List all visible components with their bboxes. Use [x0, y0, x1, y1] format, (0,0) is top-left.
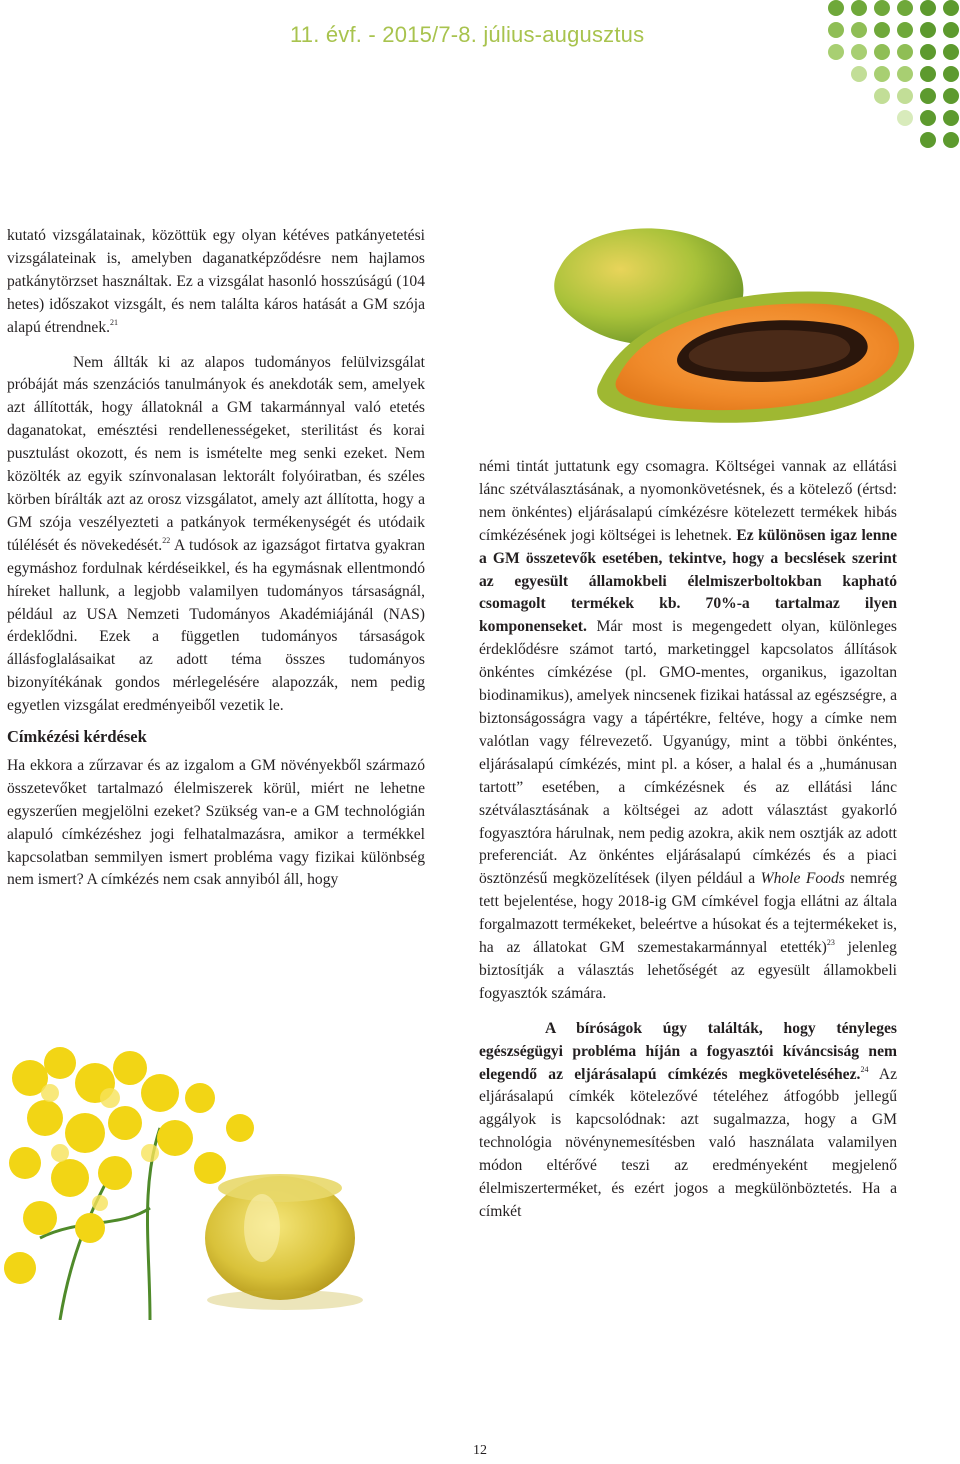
decorative-dot: [920, 132, 936, 148]
page-number: 12: [473, 1443, 487, 1458]
decorative-dot: [897, 22, 913, 38]
decorative-dot: [874, 0, 890, 16]
left-column: [7, 225, 425, 892]
rapeseed-oil-image: [0, 1038, 425, 1320]
right-column: [479, 456, 897, 1224]
decorative-dot: [920, 88, 936, 104]
whole-foods-name: Whole Foods: [760, 870, 845, 888]
decorative-dot: [943, 0, 959, 16]
paragraph-left-2: Nem állták ki az alapos tudományos felülvizsgálat próbáját más szenzációs tanulmányok és anekdoták sem, amelyek azt állították, hogy állatoknál a GM takarmánnyal való etetés daganatokat, emésztési rendellenességeket, sterilitást és korai pusztulást okozott, és nem is ismételte meg senki ezeket. Nem közölték az egyik színvonalasan lektorált folyóiratban, és széles körben bírálták azt az orosz vizsgálatot, amely azt állította, hogy a GM szója veszélyezteti a patkányok termékenységét és utódaik túlélését és növekedését.$^{22}$ A tudósok az igazságot firtatva gyakran egymáshoz fordulnak kérdéseikkel, és ha egymásnak ellentmondó híreket hallunk, a legjobb valamilyen tudományos társaságnál, például az USA Nemzeti Tudományos Akadémiájánál (NAS) érdeklődni. Ezek a független tudományos társaságok állásfoglalásaikat az adott téma összes tudományos bizonyítékának gondos mérlegelésére alapozzák, nem pedig egyetlen vizsgálat eredményeiből vezetik le.: [7, 353, 425, 715]
decorative-dot: [943, 66, 959, 82]
decorative-dot: [897, 88, 913, 104]
decorative-dot: [897, 0, 913, 16]
papaya-image: [540, 222, 925, 437]
decorative-dot: [828, 0, 844, 16]
paragraph-left-1: kutató vizsgálatainak, közöttük egy olyan kétéves patkányetetési vizsgálateinak is, amelyben daganatképződésre nem hajlamos patkánytörzset használtak. Ez a vizsgálat hasonló hosszúságú (104 hetes) időszakot vizsgált, és nem találta káros hatását a GM szója alapú étrendnek.$^{21}$: [7, 227, 425, 336]
decorative-dot: [943, 44, 959, 60]
footnote-ref-23: 23: [826, 938, 835, 948]
decorative-dot: [943, 110, 959, 126]
page-header-title: 11. évf. - 2015/7-8. július-augusztus: [290, 22, 645, 47]
footnote-ref-22: 22: [162, 535, 171, 545]
decorative-dot: [943, 88, 959, 104]
decorative-dot: [943, 132, 959, 148]
paragraph-right-1: némi tintát juttatunk egy csomagra. Költségei vannak az ellátási lánc szétválasztásának, a nyomonkövetésnek, és a kötelező (értsd: nem önkéntes) eljárásalapú címkézésre kötelezett termékek hibás címkézésének jogi költségei is lehetnek. Ez különösen igaz lenne a GM összetevők esetében, tekintve, hogy a becslések szerint az egyesült államokbeli élelmiszerboltokban kapható csomagolt termékek kb. 70%-a tartalmaz ilyen komponenseket. Már most is megengedett olyan, különleges érdeklődésre számot tartó, marketinggel kapcsolatos állítások önkéntes címkézése (pl. GMO-mentes, organikus, igazoltan biodinamikus), amelyek nincsenek fizikai hatással az egészségre, a biztonságosságra vagy a tápértékre, feltéve, hogy a címke nem valótlan vagy félrevezető. Ugyanúgy, mint a többi önkéntes, eljárásalapú címkézés, mint pl. a kóser, a halal és a „humánusan tartott” esetében, a címkézésnek és az ellátási lánc szétválasztásának a költségei az adott választást gyakorló fogyasztóra hárulnak, nem pedig azokra, akik nem osztják az adott preferenciát. Az önkéntes eljárásalapú címkézés és a piaci ösztönzésű megközelítések (ilyen például a Whole Foods nemrég tett bejelentése, hogy 2018-ig GM címkével fogja ellátni az általa forgalmazott termékeket, beleértve a húsokat és a tejtermékeket is, ha az állatokat GM szemestakarmánnyal etették)$^{23}$ jelenleg biztosítják a választás lehetőségét az egyesült államokbeli fogyasztók számára.: [479, 458, 897, 1002]
decorative-dot: [874, 66, 890, 82]
highlight-70-percent: Ez különösen igaz lenne a GM összetevők esetében, tekintve, hogy a becslések szerint az egyesült államokbeli élelmiszerboltokban kapható csomagolt termékek kb. 70%-a tartalmaz ilyen komponenseket.: [479, 526, 897, 636]
decorative-dot: [851, 66, 867, 82]
section-heading-labeling: Címkézési kérdések: [7, 727, 147, 747]
decorative-dot: [874, 44, 890, 60]
decorative-dot: [851, 22, 867, 38]
paragraph-right-2: A bíróságok úgy találták, hogy tényleges egészségügyi probléma híján a fogyasztói kíváncsiság nem elegendő az eljárásalapú címkézés megköveteléséhez.$^{24}$ Az eljárásalapú címkék kötelezővé tételéhez átfogóbb jellegű aggályok is kapcsolódnak: azt sugalmazza, hogy a GM technológia növénynemesítésben való használata valamilyen módon eltérővé teszi az eredményeként megjelenő élelmiszerterméket, és ezért jogos a megkülönböztetés. Ha a címkét: [479, 1019, 897, 1220]
footnote-ref-21: 21: [110, 317, 119, 327]
decorative-dot-pattern: [826, 0, 960, 160]
decorative-dot: [874, 88, 890, 104]
decorative-dot: [943, 22, 959, 38]
decorative-dot: [920, 110, 936, 126]
decorative-dot: [897, 44, 913, 60]
decorative-dot: [920, 22, 936, 38]
decorative-dot: [828, 44, 844, 60]
decorative-dot: [851, 0, 867, 16]
paragraph-left-3: Ha ekkora a zűrzavar és az izgalom a GM növényekből származó összetevőket tartalmazó élelmiszerek körül, miért ne lehetne egyszerűen megjelölni ezeket? Szükség van-e a GM technológián alapuló címkézéshez jogi felhatalmazásra, amikor a termékkel kapcsolatban semmilyen ismert probléma vagy fizikai különbség nem ismert? A címkézés nem csak annyiból áll, hogy: [7, 756, 425, 889]
decorative-dot: [920, 66, 936, 82]
decorative-dot: [897, 66, 913, 82]
decorative-dot: [920, 0, 936, 16]
decorative-dot: [920, 44, 936, 60]
decorative-dot: [874, 22, 890, 38]
highlight-court-finding: A bíróságok úgy találták, hogy tényleges egészségügyi probléma híján a fogyasztói kíváncsiság nem elegendő az eljárásalapú címkézés megköveteléséhez.: [479, 1019, 897, 1083]
decorative-dot: [897, 110, 913, 126]
decorative-dot: [851, 44, 867, 60]
footnote-ref-24: 24: [860, 1064, 869, 1074]
decorative-dot: [828, 22, 844, 38]
